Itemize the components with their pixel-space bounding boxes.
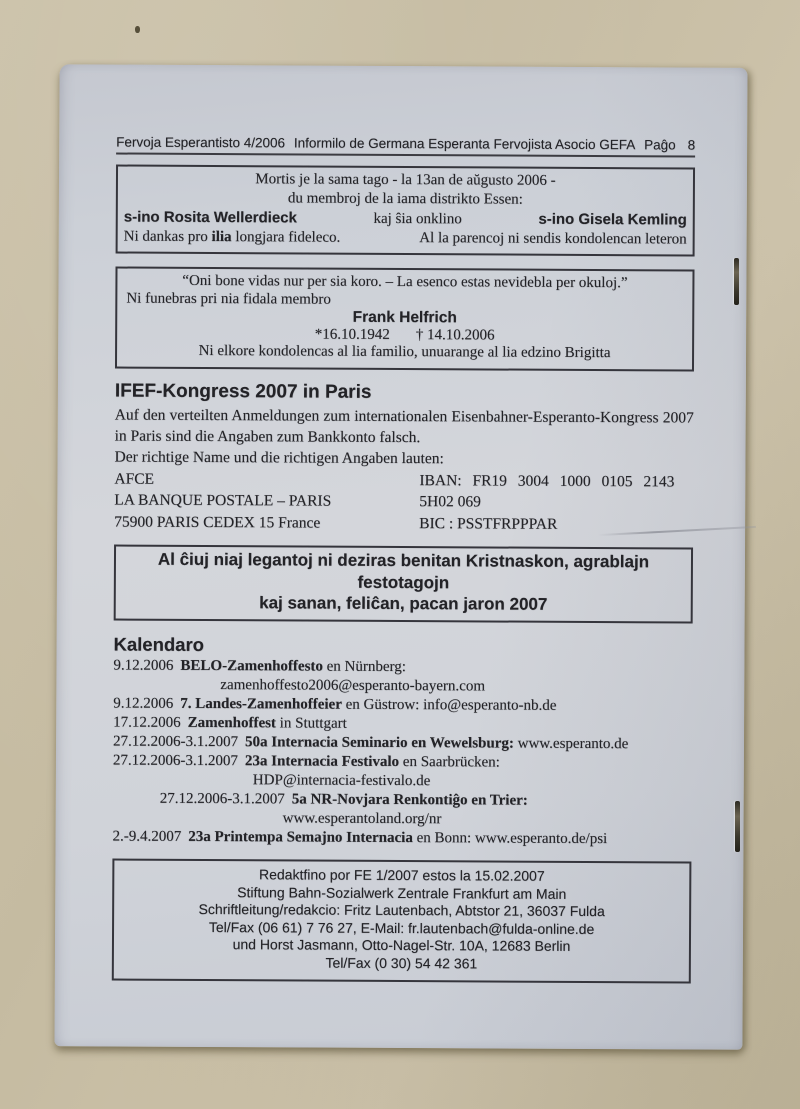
event-title: 23a Printempa Semajno Internacia bbox=[188, 828, 413, 847]
header-subtitle: Informilo de Germana Esperanta Fervojista Asocio GEFA bbox=[293, 135, 636, 153]
imprint-deadline: Redaktfino por FE 1/2007 estos la 15.02.2007 bbox=[258, 866, 545, 884]
obituary-box bbox=[115, 267, 695, 372]
bank-details bbox=[114, 468, 693, 536]
obituary-quote: “Oni bone vidas nur per sia koro. – La esenco estas nevidebla per okuloj.” bbox=[182, 272, 628, 292]
memorial-connector: kaj ŝia onklino bbox=[373, 210, 462, 228]
event-row bbox=[112, 827, 691, 849]
obituary-intro: Ni funebras pri nia fidala membro bbox=[126, 290, 331, 308]
bank-iban-line1: IBAN: FR19 3004 1000 0105 2143 bbox=[419, 472, 675, 491]
event-date: 27.12.2006-3.1.2007 bbox=[159, 790, 285, 808]
imprint-box bbox=[112, 858, 692, 983]
event-title: 50a Internacia Seminario en Wewelsburg: bbox=[244, 734, 514, 752]
event-continuation: HDP@internacia-festivalo.de bbox=[252, 772, 431, 790]
memorial-name-left: s-ino Rosita Wellerdieck bbox=[123, 208, 297, 227]
event-row bbox=[113, 656, 692, 678]
kalendaro-section bbox=[112, 633, 692, 849]
imprint-contact-1: Tel/Fax (06 61) 7 76 27, E-Mail: fr.lautenbach@fulda-online.de bbox=[208, 918, 595, 937]
imprint-organization: Stiftung Bahn-Sozialwerk Zentrale Frankfurt am Main bbox=[237, 883, 567, 902]
staple-bottom bbox=[735, 801, 740, 852]
bank-address: 75900 PARIS CEDEX 15 France bbox=[114, 513, 321, 532]
bank-name: LA BANQUE POSTALE – PARIS bbox=[114, 491, 332, 511]
memorial-thanks-post: longjara fideleco. bbox=[231, 229, 341, 246]
event-detail: in Stuttgart bbox=[275, 715, 347, 732]
event-detail: www.esperanto.de bbox=[513, 735, 629, 753]
dust-speck bbox=[135, 26, 140, 33]
event-title: 7. Landes-Zamenhoffeier bbox=[180, 695, 342, 713]
header-issue: Fervoja Esperantisto 4/2006 bbox=[116, 134, 286, 151]
bank-account-name: AFCE bbox=[114, 470, 155, 488]
memorial-condolence: Al la parencoj ni sendis kondolencan leteron bbox=[419, 230, 687, 248]
imprint-contact-2: Tel/Fax (0 30) 54 42 361 bbox=[325, 954, 478, 972]
imprint-editor-2: und Horst Jasmann, Otto-Nagel-Str. 10A, 12683 Berlin bbox=[232, 936, 571, 955]
event-detail: en Güstrow: info@esperanto-nb.de bbox=[341, 696, 557, 714]
event-title: 5a NR-Novjara Renkontiĝo en Trier: bbox=[291, 791, 528, 809]
event-detail: en Bonn: www.esperanto.de/psi bbox=[412, 830, 608, 848]
event-date: 17.12.2006 bbox=[113, 714, 181, 731]
kongress-paragraph-2: Der richtige Name und die richtigen Angaben lauten: bbox=[114, 448, 444, 468]
memorial-thanks-pre: Ni dankas pro bbox=[123, 228, 212, 246]
header-page-number: 8 bbox=[687, 137, 696, 153]
imprint-editor-1: Schriftleitung/redakcio: Fritz Lautenbach, Abtstor 21, 36037 Fulda bbox=[198, 901, 605, 920]
memorial-line2: du membroj de la iama distrikto Essen: bbox=[287, 190, 523, 208]
memorial-notice-box bbox=[116, 165, 695, 257]
event-continuation: www.esperantoland.org/nr bbox=[282, 810, 442, 828]
event-title: Zamenhoffest bbox=[187, 714, 276, 732]
event-detail: en Saarbrücken: bbox=[399, 753, 500, 771]
obituary-condolence: Ni elkore kondolencas al lia familio, unuarange al lia edzino Brigitta bbox=[198, 343, 611, 362]
greeting-box bbox=[114, 545, 693, 624]
page-content bbox=[112, 135, 695, 984]
kongress-paragraph-1: Auf den verteilten Anmeldungen zum internationalen Eisenbahner-Esperanto-Kongress 2007 in Paris sind die Angaben zum Bankkonto falsch. bbox=[114, 406, 694, 447]
event-row bbox=[113, 751, 692, 773]
event-date: 27.12.2006-3.1.2007 bbox=[112, 733, 239, 751]
bank-bic: BIC : PSSTFRPPPAR bbox=[419, 515, 558, 533]
greeting-line2: kaj sanan, feliĉan, pacan jaron 2007 bbox=[259, 593, 548, 615]
memorial-bottom-row bbox=[124, 228, 687, 250]
bank-iban-line2: 5H02 069 bbox=[419, 493, 481, 511]
obituary-death-date: † 14.10.2006 bbox=[415, 326, 495, 344]
event-row bbox=[113, 789, 692, 811]
event-date: 27.12.2006-3.1.2007 bbox=[112, 752, 238, 770]
kalendaro-heading: Kalendaro bbox=[113, 633, 205, 655]
header-page-label: Paĝo bbox=[644, 137, 676, 153]
staple-top bbox=[734, 258, 739, 305]
kongress-section bbox=[114, 380, 694, 536]
memorial-thanks-bold: ilia bbox=[211, 229, 232, 246]
event-date: 9.12.2006 bbox=[113, 657, 174, 674]
event-detail: en Nürnberg: bbox=[322, 658, 407, 675]
obituary-name: Frank Helfrich bbox=[352, 308, 457, 327]
kongress-heading: IFEF-Kongress 2007 in Paris bbox=[114, 380, 372, 403]
page-header bbox=[116, 135, 695, 158]
event-date: 2.-9.4.2007 bbox=[112, 828, 182, 845]
event-continuation: zamenhoffesto2006@esperanto-bayern.com bbox=[220, 677, 486, 695]
header-page bbox=[644, 137, 695, 152]
obituary-birth-date: *16.10.1942 bbox=[314, 326, 390, 343]
scanned-page bbox=[54, 64, 747, 1050]
memorial-name-right: s-ino Gisela Kemling bbox=[538, 210, 687, 229]
event-title: 23a Internacia Festivalo bbox=[244, 753, 400, 770]
memorial-thanks bbox=[124, 228, 341, 248]
event-title: BELO-Zamenhoffesto bbox=[180, 657, 323, 675]
memorial-line1: Mortis je la sama tago - la 13an de aŭgusto 2006 - bbox=[255, 171, 556, 189]
greeting-line1: Al ĉiuj niaj legantoj ni deziras benitan Kristnaskon, agrablajn festotagojn bbox=[157, 550, 650, 593]
event-date: 9.12.2006 bbox=[113, 695, 174, 712]
